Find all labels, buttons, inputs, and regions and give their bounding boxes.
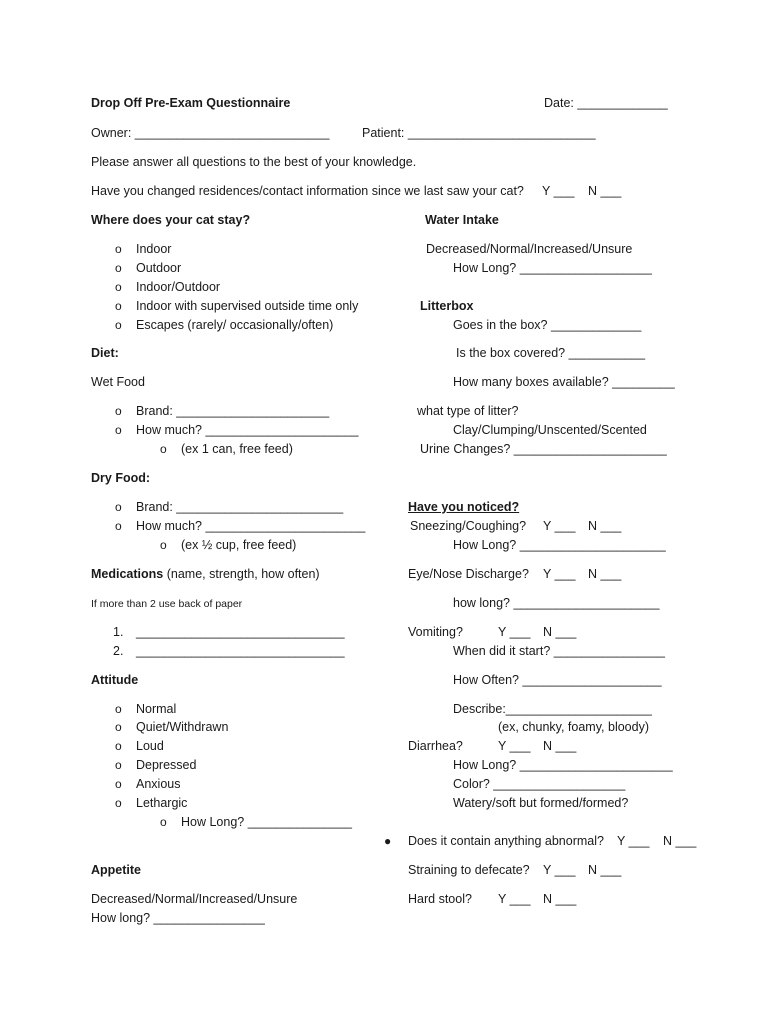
circle-bullet-icon: o [115,318,122,332]
color-field[interactable]: Color? ___________________ [453,777,626,791]
wet-how-much-field[interactable]: How much? ______________________ [136,423,359,437]
water-how-long-field[interactable]: How Long? ___________________ [453,261,652,275]
box-covered-field[interactable]: Is the box covered? ___________ [456,346,646,360]
owner-field[interactable]: Owner: ____________________________ [91,126,330,140]
circle-bullet-icon: o [160,538,167,552]
dry-example-text: (ex ½ cup, free feed) [181,538,297,552]
attitude-option[interactable]: Depressed [136,758,197,772]
circle-bullet-icon: o [115,261,122,275]
residence-yes-field[interactable]: Y ___ [542,184,575,198]
stay-option[interactable]: Outdoor [136,261,182,275]
wet-brand-field[interactable]: Brand: ______________________ [136,404,330,418]
abnormal-yes-field[interactable]: Y ___ [617,834,650,848]
medication-line-field[interactable]: ______________________________ [136,644,345,658]
filled-bullet-icon: ● [384,834,392,848]
litterbox-heading: Litterbox [420,299,474,313]
medications-hint: (name, strength, how often) [163,567,320,581]
hard-stool-yes-field[interactable]: Y ___ [498,892,531,906]
dry-how-much-field[interactable]: How much? _______________________ [136,519,366,533]
diarrhea-no-field[interactable]: N ___ [543,739,577,753]
diarrhea-yes-field[interactable]: Y ___ [498,739,531,753]
attitude-option[interactable]: Normal [136,702,177,716]
circle-bullet-icon: o [160,815,167,829]
sneezing-yes-field[interactable]: Y ___ [543,519,576,533]
vomiting-question: Vomiting? [408,625,463,639]
vomiting-often-field[interactable]: How Often? ____________________ [453,673,662,687]
date-field[interactable]: Date: _____________ [544,96,668,110]
abnormal-question: Does it contain anything abnormal? [408,834,604,848]
circle-bullet-icon: o [115,739,122,753]
eye-no-field[interactable]: N ___ [588,567,622,581]
page-title: Drop Off Pre-Exam Questionnaire [91,96,291,110]
vomiting-no-field[interactable]: N ___ [543,625,577,639]
medication-number: 1. [113,625,124,639]
sneezing-question: Sneezing/Coughing? [410,519,527,533]
stay-option[interactable]: Indoor/Outdoor [136,280,221,294]
diet-heading: Diet: [91,346,119,360]
eye-discharge-question: Eye/Nose Discharge? [408,567,529,581]
circle-bullet-icon: o [115,702,122,716]
describe-example-text: (ex, chunky, foamy, bloody) [498,720,649,734]
residence-question: Have you changed residences/contact information since we last saw your cat? [91,184,524,198]
describe-field[interactable]: Describe:_____________________ [453,702,652,716]
circle-bullet-icon: o [160,442,167,456]
wet-food-label: Wet Food [91,375,145,389]
noticed-heading: Have you noticed? [408,500,520,514]
circle-bullet-icon: o [115,404,122,418]
vomiting-start-field[interactable]: When did it start? ________________ [453,644,665,658]
appetite-how-long-field[interactable]: How long? ________________ [91,911,265,925]
straining-no-field[interactable]: N ___ [588,863,622,877]
goes-in-box-field[interactable]: Goes in the box? _____________ [453,318,642,332]
circle-bullet-icon: o [115,796,122,810]
hard-stool-no-field[interactable]: N ___ [543,892,577,906]
medications-heading: Medications [91,567,164,581]
circle-bullet-icon: o [115,777,122,791]
attitude-option[interactable]: Quiet/Withdrawn [136,720,229,734]
stay-heading: Where does your cat stay? [91,213,251,227]
hard-stool-question: Hard stool? [408,892,472,906]
eye-yes-field[interactable]: Y ___ [543,567,576,581]
instructions-text: Please answer all questions to the best of your knowledge. [91,155,417,169]
urine-changes-field[interactable]: Urine Changes? ______________________ [420,442,667,456]
water-heading: Water Intake [425,213,499,227]
eye-how-long-field[interactable]: how long? _____________________ [453,596,660,610]
stay-option[interactable]: Indoor [136,242,172,256]
attitude-heading: Attitude [91,673,139,687]
sneezing-no-field[interactable]: N ___ [588,519,622,533]
circle-bullet-icon: o [115,519,122,533]
water-options[interactable]: Decreased/Normal/Increased/Unsure [426,242,633,256]
diarrhea-how-long-field[interactable]: How Long? ______________________ [453,758,673,772]
consistency-question[interactable]: Watery/soft but formed/formed? [453,796,629,810]
circle-bullet-icon: o [115,500,122,514]
boxes-available-field[interactable]: How many boxes available? _________ [453,375,675,389]
litter-type-question: what type of litter? [417,404,519,418]
dry-food-heading: Dry Food: [91,471,151,485]
circle-bullet-icon: o [115,720,122,734]
wet-example-text: (ex 1 can, free feed) [181,442,293,456]
stay-option[interactable]: Indoor with supervised outside time only [136,299,359,313]
attitude-how-long-field[interactable]: How Long? _______________ [181,815,352,829]
abnormal-no-field[interactable]: N ___ [663,834,697,848]
medication-line-field[interactable]: ______________________________ [136,625,345,639]
residence-no-field[interactable]: N ___ [588,184,622,198]
attitude-option[interactable]: Lethargic [136,796,188,810]
medication-number: 2. [113,644,124,658]
straining-question: Straining to defecate? [408,863,530,877]
attitude-option[interactable]: Loud [136,739,164,753]
medications-note: If more than 2 use back of paper [91,598,243,610]
straining-yes-field[interactable]: Y ___ [543,863,576,877]
litter-type-options[interactable]: Clay/Clumping/Unscented/Scented [453,423,647,437]
attitude-option[interactable]: Anxious [136,777,181,791]
circle-bullet-icon: o [115,242,122,256]
medications-heading-row [91,567,320,582]
sneezing-how-long-field[interactable]: How Long? _____________________ [453,538,666,552]
circle-bullet-icon: o [115,280,122,294]
stay-option[interactable]: Escapes (rarely/ occasionally/often) [136,318,334,332]
appetite-options[interactable]: Decreased/Normal/Increased/Unsure [91,892,298,906]
circle-bullet-icon: o [115,299,122,313]
diarrhea-question: Diarrhea? [408,739,463,753]
appetite-heading: Appetite [91,863,141,877]
dry-brand-field[interactable]: Brand: ________________________ [136,500,344,514]
vomiting-yes-field[interactable]: Y ___ [498,625,531,639]
patient-field[interactable]: Patient: ___________________________ [362,126,596,140]
circle-bullet-icon: o [115,423,122,437]
circle-bullet-icon: o [115,758,122,772]
